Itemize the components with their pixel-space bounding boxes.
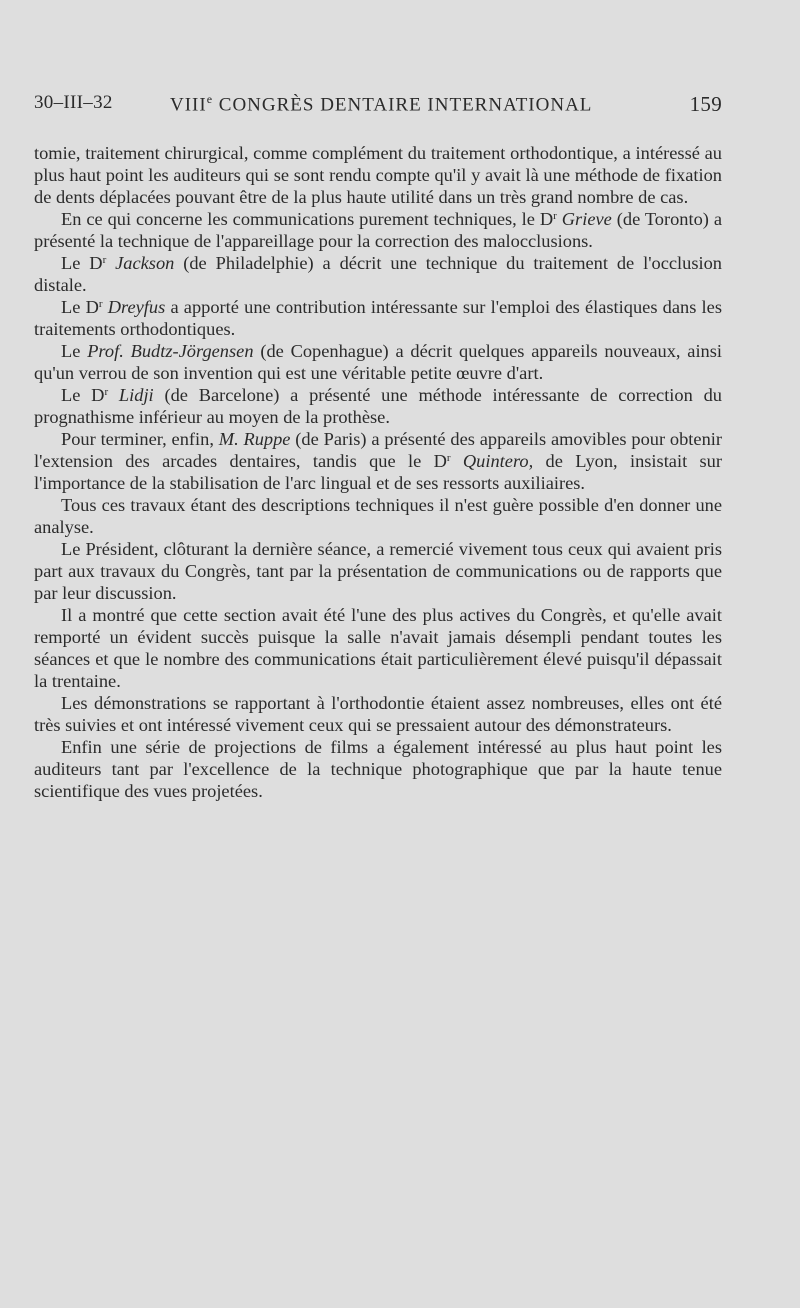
- body-text: [34, 142, 722, 802]
- paragraph: Enfin une série de projections de films a également intéressé au plus haut point les auditeurs tant par l'excellence de la technique photographique que par la haute tenue scientifique des vues projetées.: [34, 737, 722, 801]
- header-title: VIIIe CONGRÈS DENTAIRE INTERNATIONAL: [170, 92, 593, 116]
- paragraph: Tous ces travaux étant des descriptions techniques il n'est guère possible d'en donner une analyse.: [34, 495, 722, 537]
- paragraph: Le $D^r$ Jackson (de Philadelphie) a décrit une technique du traitement de l'occlusion distale.: [34, 253, 722, 295]
- paragraph: Le $D^r$ Dreyfus a apporté une contribution intéressante sur l'emploi des élastiques dans les traitements orthodontiques.: [34, 297, 722, 339]
- paragraph: tomie, traitement chirurgical, comme complément du traitement orthodontique, a intéressé au plus haut point les auditeurs qui se sont rendu compte qu'il y avait là une méthode de fixation de dents déplacées pouvant être de la plus haute utilité dans un très grand nombre de cas.: [34, 143, 722, 207]
- paragraph: Le Président, clôturant la dernière séance, a remercié vivement tous ceux qui avaient pris part aux travaux du Congrès, tant par la présentation de communications ou de rapports que par leur discussion.: [34, 539, 722, 603]
- page-number: 159: [689, 92, 722, 116]
- paragraph: Le Prof. Budtz-Jörgensen (de Copenhague) a décrit quelques appareils nouveaux, ainsi qu'un verrou de son invention qui est une véritable petite œuvre d'art.: [34, 341, 723, 383]
- paragraph: Les démonstrations se rapportant à l'orthodontie étaient assez nombreuses, elles ont été très suivies et ont intéressé vivement ceux qui se pressaient autour des démonstrateurs.: [34, 693, 722, 735]
- header-date: 30–III–32: [34, 92, 113, 113]
- paragraph: Pour terminer, enfin, M. Ruppe (de Paris) a présenté des appareils amovibles pour obtenir l'extension des arcades dentaires, tandis que le $D^r$ Quintero, de Lyon, insistait sur l'importance de la stabilisation de l'arc lingual et de ses ressorts auxiliaires.: [34, 429, 722, 493]
- paragraph: En ce qui concerne les communications purement techniques, le $D^r$ Grieve (de Toronto) a présenté la technique de l'appareillage pour la correction des malocclusions.: [34, 209, 722, 251]
- paragraph: Le $D^r$ Lidji (de Barcelone) a présenté une méthode intéressante de correction du prognathisme inférieur au moyen de la prothèse.: [34, 385, 722, 427]
- paragraph: Il a montré que cette section avait été l'une des plus actives du Congrès, et qu'elle avait remporté un évident succès puisque la salle n'avait jamais désempli pendant toutes les séances et que le nombre des communications était particulièrement élevé puisqu'il dépassait la trentaine.: [34, 605, 722, 691]
- running-header: [34, 92, 722, 122]
